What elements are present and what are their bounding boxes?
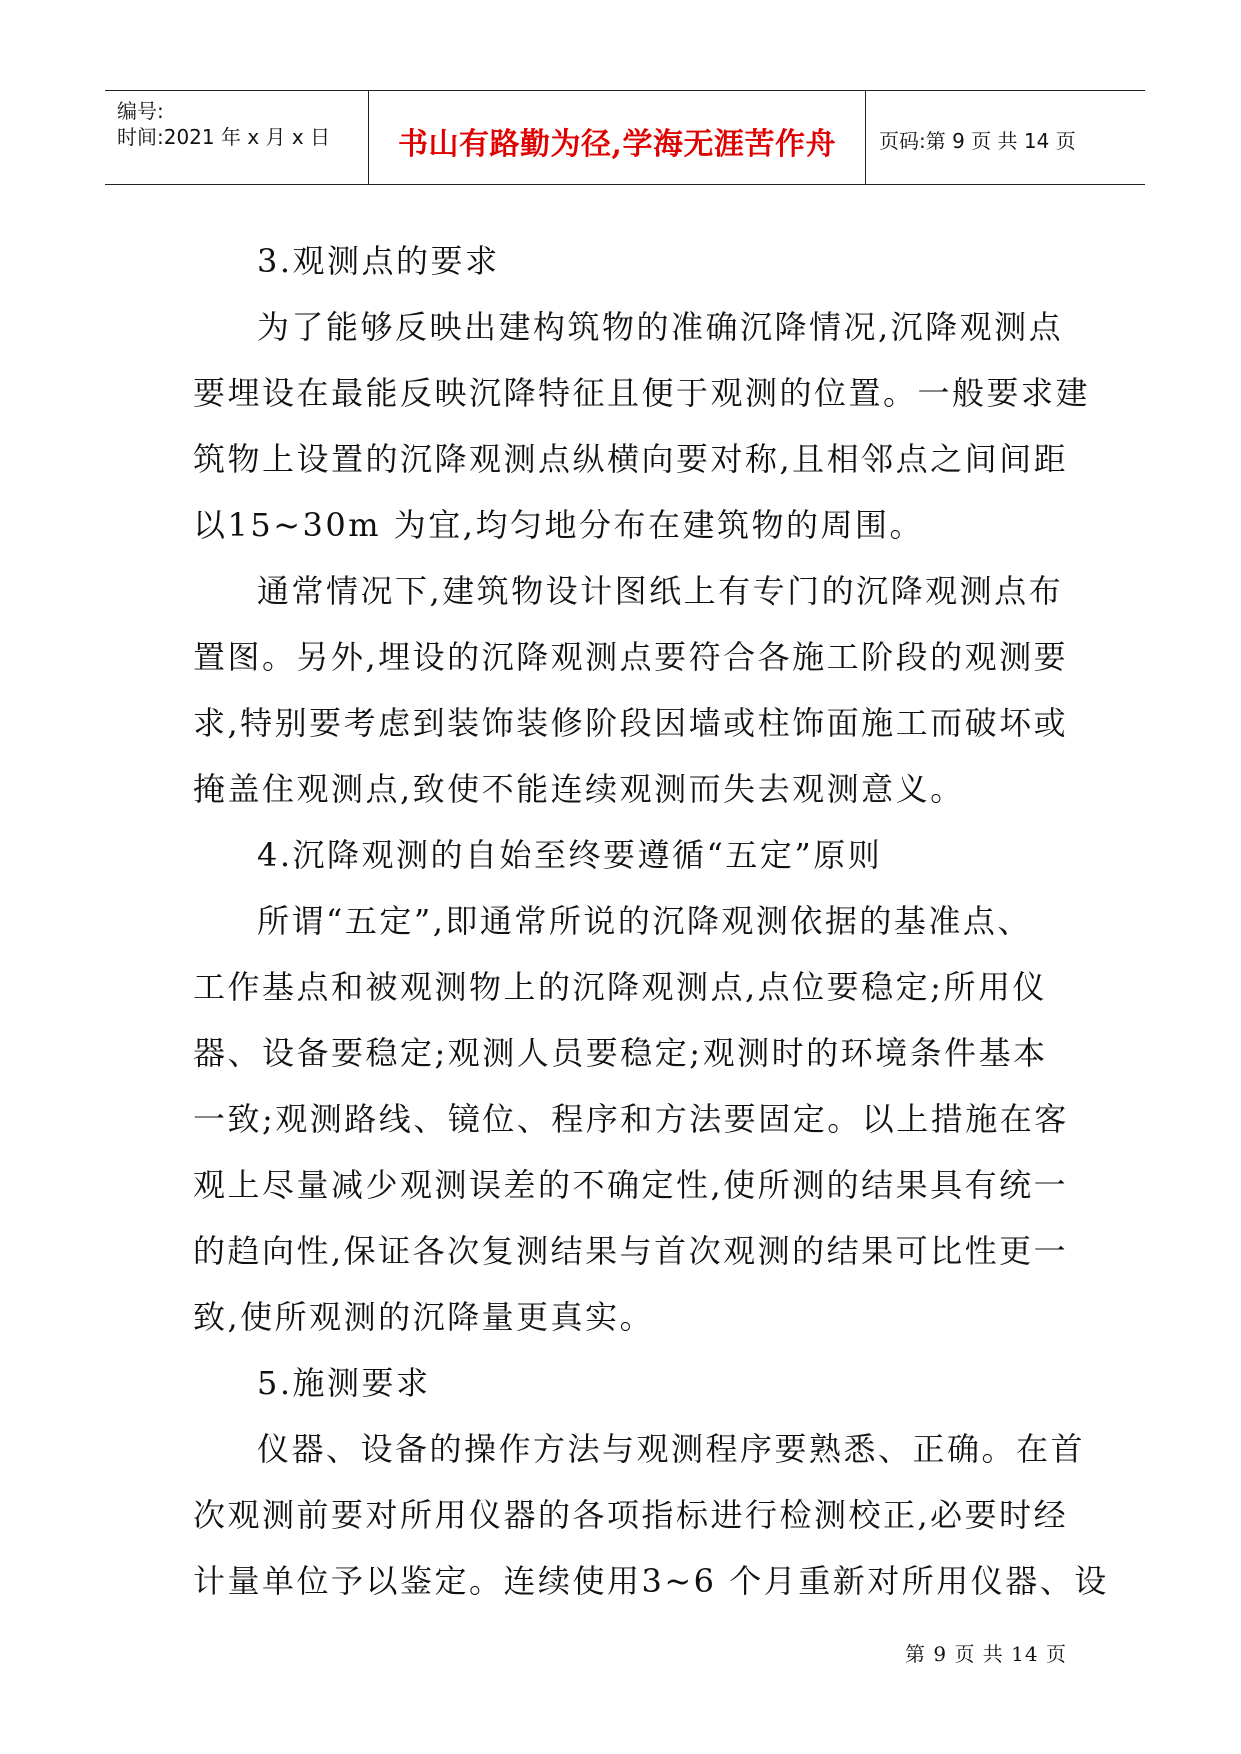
paragraph-line: 仪器、设备的操作方法与观测程序要熟悉、正确。在首 <box>257 1430 1086 1468</box>
paragraph-line: 一致;观测路线、镜位、程序和方法要固定。以上措施在客 <box>193 1100 1069 1138</box>
paragraph-line: 为了能够反映出建构筑物的准确沉降情况,沉降观测点 <box>257 308 1064 346</box>
paragraph-line: 的趋向性,保证各次复测结果与首次观测的结果可比性更一 <box>193 1232 1069 1270</box>
paragraph-line: 以15~30m 为宜,均匀地分布在建筑物的周围。 <box>193 506 924 544</box>
paragraph-line: 工作基点和被观测物上的沉降观测点,点位要稳定;所用仪 <box>193 968 1047 1006</box>
header-motto: 书山有路勤为径,学海无涯苦作舟 <box>398 127 836 162</box>
page-footer: 第 9 页 共 14 页 <box>905 1642 1067 1666</box>
header-meta-cell <box>105 91 369 184</box>
document-time-label: 时间:2021 年 x 月 x 日 <box>117 125 331 149</box>
section-heading: 3.观测点的要求 <box>257 242 500 280</box>
section-heading: 4.沉降观测的自始至终要遵循“五定”原则 <box>257 836 883 874</box>
paragraph-line: 所谓“五定”,即通常所说的沉降观测依据的基准点、 <box>257 902 1032 940</box>
header-motto-cell <box>369 91 866 184</box>
header-page-cell <box>867 91 1145 184</box>
document-header <box>105 90 1145 185</box>
document-body <box>193 228 1109 1614</box>
paragraph-line: 器、设备要稳定;观测人员要稳定;观测时的环境条件基本 <box>193 1034 1048 1072</box>
paragraph-line: 计量单位予以鉴定。连续使用3~6 个月重新对所用仪器、设 <box>193 1562 1109 1600</box>
paragraph-line: 致,使所观测的沉降量更真实。 <box>193 1298 655 1336</box>
paragraph-line: 求,特别要考虑到装饰装修阶段因墙或柱饰面施工而破坏或 <box>193 704 1069 742</box>
header-page-info: 页码:第 9 页 共 14 页 <box>879 129 1076 153</box>
paragraph-line: 通常情况下,建筑物设计图纸上有专门的沉降观测点布 <box>257 572 1064 610</box>
paragraph-line: 要埋设在最能反映沉降特征且便于观测的位置。一般要求建 <box>193 374 1091 412</box>
document-number-label: 编号: <box>117 99 164 123</box>
paragraph-line: 筑物上设置的沉降观测点纵横向要对称,且相邻点之间间距 <box>193 440 1069 478</box>
section-heading: 5.施测要求 <box>257 1364 431 1402</box>
paragraph-line: 掩盖住观测点,致使不能连续观测而失去观测意义。 <box>193 770 965 808</box>
paragraph-line: 观上尽量减少观测误差的不确定性,使所测的结果具有统一 <box>193 1166 1069 1204</box>
paragraph-line: 次观测前要对所用仪器的各项指标进行检测校正,必要时经 <box>193 1496 1069 1534</box>
paragraph-line: 置图。另外,埋设的沉降观测点要符合各施工阶段的观测要 <box>193 638 1069 676</box>
